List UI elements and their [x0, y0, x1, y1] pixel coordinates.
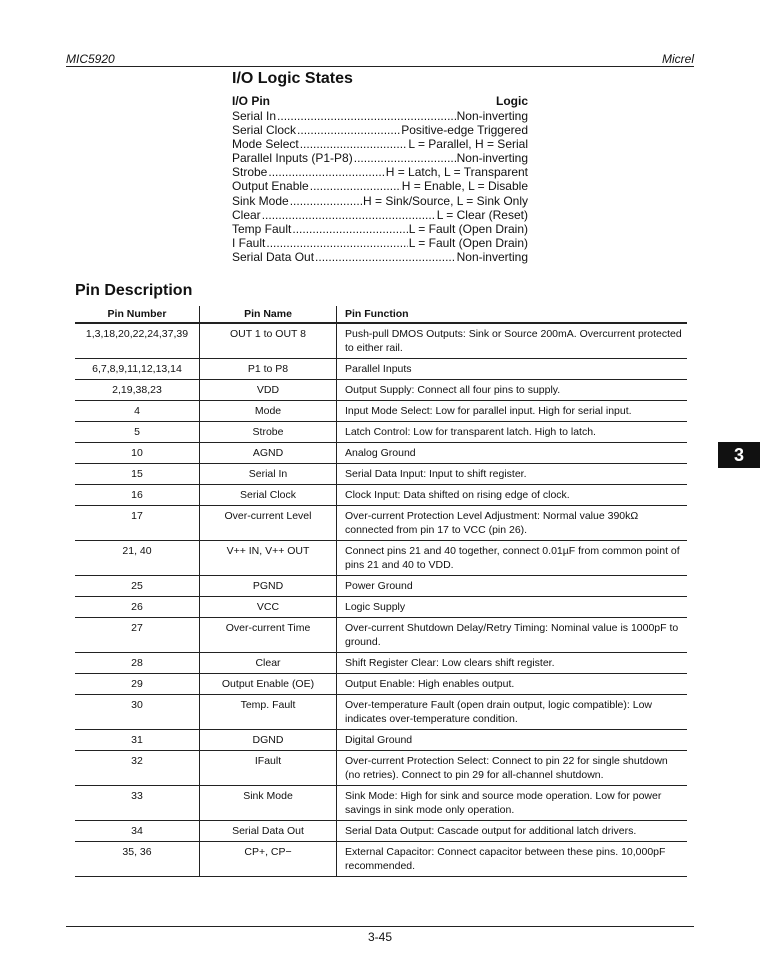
io-logic-col-pin: I/O Pin [232, 94, 271, 108]
io-logic: Non-inverting [456, 249, 528, 264]
table-row [75, 401, 687, 422]
pin-function-cell: Output Enable: High enables output. [337, 674, 688, 695]
io-logic-row [232, 165, 528, 179]
table-row [75, 422, 687, 443]
header-part-number: MIC5920 [66, 52, 115, 66]
io-logic-col-logic: Logic [496, 94, 528, 108]
leader-dots [292, 222, 407, 236]
table-row [75, 380, 687, 401]
pin-number-cell: 17 [75, 506, 200, 541]
pin-function-cell: Digital Ground [337, 730, 688, 751]
leader-dots [290, 194, 362, 208]
pin-number-cell: 6,7,8,9,11,12,13,14 [75, 359, 200, 380]
leader-dots [268, 165, 384, 179]
io-pin: Serial Clock [232, 123, 297, 138]
table-row [75, 653, 687, 674]
pin-name-cell: Temp. Fault [200, 695, 337, 730]
pin-function-cell: Logic Supply [337, 597, 688, 618]
pin-number-cell: 25 [75, 576, 200, 597]
pin-name-cell: P1 to P8 [200, 359, 337, 380]
io-logic-title: I/O Logic States [232, 70, 353, 87]
section-tab: 3 [718, 442, 760, 468]
header-rule [66, 66, 694, 67]
io-pin: Clear [232, 207, 261, 222]
leader-dots [297, 123, 400, 137]
table-row [75, 464, 687, 485]
pin-function-cell: Power Ground [337, 576, 688, 597]
table-row [75, 751, 687, 786]
io-logic-row [232, 179, 528, 193]
pin-number-cell: 29 [75, 674, 200, 695]
table-row [75, 541, 687, 576]
pin-function-cell: Push-pull DMOS Outputs: Sink or Source 200mA. Overcurrent protected to either rail. [345, 328, 682, 354]
io-logic-header [232, 94, 528, 109]
io-logic-row [232, 250, 528, 264]
table-row [75, 618, 687, 653]
col-header-pin-function: Pin Function [337, 306, 688, 323]
pin-name-cell: Serial Clock [200, 485, 337, 506]
pin-name-cell: Over-current Time [200, 618, 337, 653]
pin-function-cell: Over-current Protection Level Adjustment: Normal value 390kΩ connected from pin 17 to VCC (pin 26). [337, 506, 688, 541]
leader-dots [354, 151, 456, 165]
io-pin: Output Enable [232, 179, 309, 194]
pin-name-cell: OUT 1 to OUT 8 [200, 323, 337, 359]
pin-rows [75, 323, 687, 877]
io-logic: H = Enable, L = Disable [401, 179, 528, 194]
leader-dots [277, 109, 456, 123]
pin-name-cell: Clear [200, 653, 337, 674]
pin-number-cell: 4 [75, 401, 200, 422]
io-logic-row [232, 137, 528, 151]
table-row [75, 597, 687, 618]
pin-number-cell: 28 [75, 653, 200, 674]
pin-function-cell: Input Mode Select: Low for parallel input. High for serial input. [337, 401, 688, 422]
pin-name-cell: CP+, CP− [200, 842, 337, 877]
table-header-row [75, 306, 687, 323]
table-row [75, 576, 687, 597]
pin-number-cell: 5 [75, 422, 200, 443]
leader-dots [266, 236, 407, 250]
leader-dots [315, 250, 456, 264]
header-company: Micrel [662, 52, 694, 66]
pin-name-cell: Mode [200, 401, 337, 422]
pin-function-cell: Analog Ground [337, 443, 688, 464]
io-logic-list [232, 94, 528, 264]
col-header-pin-number: Pin Number [75, 306, 200, 323]
pin-number-cell: 31 [75, 730, 200, 751]
pin-name-cell: DGND [200, 730, 337, 751]
io-logic: L = Parallel, H = Serial [408, 137, 528, 152]
pin-function-cell: Shift Register Clear: Low clears shift register. [337, 653, 688, 674]
table-row [75, 695, 687, 730]
pin-number-cell: 30 [75, 695, 200, 730]
io-logic-row [232, 123, 528, 137]
pin-function-cell: Over-current Protection Select: Connect to pin 22 for single shutdown (no retries). Connect to pin 29 for all-channel shutdown. [337, 751, 688, 786]
io-pin: Sink Mode [232, 193, 289, 208]
pin-name-cell: Over-current Level [200, 506, 337, 541]
pin-name-cell: IFault [200, 751, 337, 786]
pin-function-cell: Over-temperature Fault (open drain output, logic compatible): Low indicates over-temperature condition. [337, 695, 688, 730]
pin-function-cell: Clock Input: Data shifted on rising edge of clock. [337, 485, 688, 506]
io-logic: L = Fault (Open Drain) [408, 235, 528, 250]
pin-function-cell: Parallel Inputs [337, 359, 688, 380]
leader-dots [262, 208, 436, 222]
pin-number-cell: 21, 40 [75, 541, 200, 576]
pin-number-cell: 27 [75, 618, 200, 653]
pin-name-cell: PGND [200, 576, 337, 597]
pin-number-cell: 35, 36 [75, 842, 200, 877]
io-pin: Parallel Inputs (P1-P8) [232, 151, 353, 166]
io-pin: Serial Data Out [232, 249, 315, 264]
pin-number-cell: 10 [75, 443, 200, 464]
io-logic-row [232, 109, 528, 123]
pin-name-cell: V++ IN, V++ OUT [200, 541, 337, 576]
io-pin: Temp Fault [232, 221, 292, 236]
pin-number-cell: 15 [75, 464, 200, 485]
table-row [75, 506, 687, 541]
pin-function-cell: Output Supply: Connect all four pins to supply. [337, 380, 688, 401]
pin-function-cell: Sink Mode: High for sink and source mode operation. Low for power savings in sink mode only operation. [337, 786, 688, 821]
pin-number-cell: 1,3,18,20,22,24,37,39 [75, 323, 200, 359]
io-logic: L = Clear (Reset) [436, 207, 528, 222]
io-logic-row [232, 236, 528, 250]
io-pin: Strobe [232, 165, 268, 180]
pin-name-cell: Output Enable (OE) [200, 674, 337, 695]
pin-number-cell: 26 [75, 597, 200, 618]
pin-name-cell: AGND [200, 443, 337, 464]
pin-description-title: Pin Description [75, 282, 193, 299]
io-logic: Non-inverting [456, 151, 528, 166]
pin-function-cell: Connect pins 21 and 40 together, connect 0.01µF from common point of pins 21 and 40 to VDD. [337, 541, 688, 576]
io-pin: I Fault [232, 235, 266, 250]
table-row [75, 359, 687, 380]
leader-dots [300, 137, 408, 151]
io-logic-row [232, 222, 528, 236]
io-logic: Non-inverting [456, 109, 528, 123]
table-row [75, 730, 687, 751]
table-row [75, 842, 687, 877]
pin-name-cell: VCC [200, 597, 337, 618]
col-header-pin-name: Pin Name [200, 306, 337, 323]
io-logic: L = Fault (Open Drain) [408, 221, 528, 236]
leader-dots [310, 179, 401, 193]
io-logic: H = Sink/Source, L = Sink Only [363, 193, 528, 208]
pin-number-cell: 2,19,38,23 [75, 380, 200, 401]
pin-name-cell: Sink Mode [200, 786, 337, 821]
pin-number-cell: 34 [75, 821, 200, 842]
table-row [75, 443, 687, 464]
pin-number-cell: 32 [75, 751, 200, 786]
footer-rule [66, 926, 694, 927]
table-row [75, 786, 687, 821]
pin-name-cell: Strobe [200, 422, 337, 443]
io-logic: Positive-edge Triggered [401, 123, 528, 138]
table-row [75, 674, 687, 695]
pin-function-cell: Serial Data Input: Input to shift register. [337, 464, 688, 485]
pin-function-cell: External Capacitor: Connect capacitor between these pins. 10,000pF recommended. [337, 842, 688, 877]
table-row [75, 485, 687, 506]
io-pin: Mode Select [232, 137, 299, 152]
table-row [75, 323, 687, 359]
pin-description-table [75, 306, 687, 877]
pin-name-cell: Serial Data Out [200, 821, 337, 842]
pin-number-cell: 33 [75, 786, 200, 821]
io-logic-row [232, 208, 528, 222]
table-row [75, 821, 687, 842]
pin-name-cell: Serial In [200, 464, 337, 485]
io-logic: H = Latch, L = Transparent [385, 165, 528, 180]
pin-number-cell: 16 [75, 485, 200, 506]
io-pin: Serial In [232, 109, 277, 123]
pin-name-cell: VDD [200, 380, 337, 401]
pin-function-cell: Over-current Shutdown Delay/Retry Timing: Nominal value is 1000pF to ground. [337, 618, 688, 653]
io-logic-row [232, 194, 528, 208]
page-number: 3-45 [367, 930, 393, 944]
io-logic-row [232, 151, 528, 165]
pin-function-cell: Latch Control: Low for transparent latch. High to latch. [337, 422, 688, 443]
pin-function-cell: Serial Data Output: Cascade output for additional latch drivers. [337, 821, 688, 842]
